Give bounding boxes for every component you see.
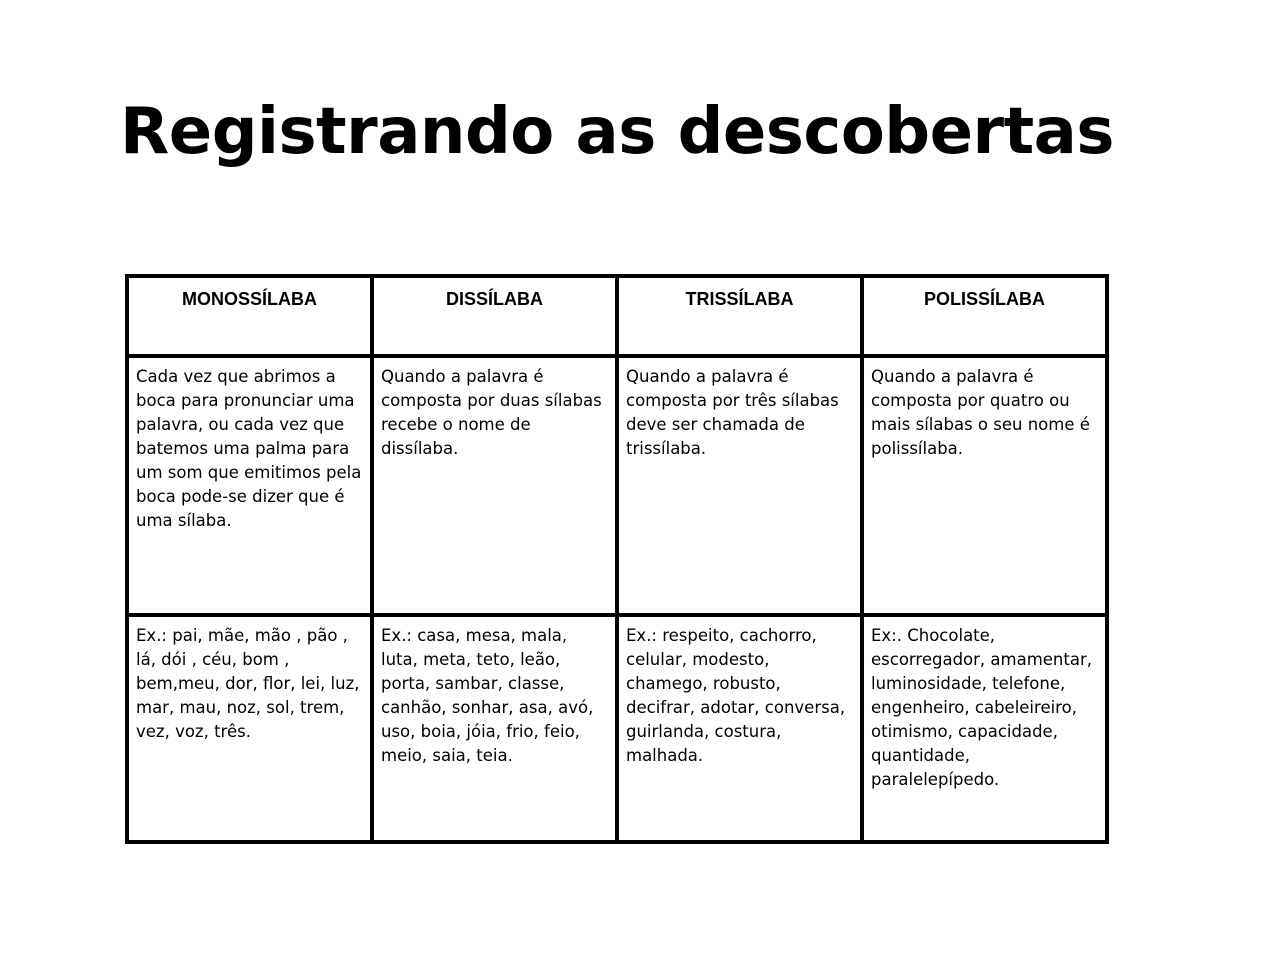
examples-polissilaba: Ex:. Chocolate, escorregador, amamentar, luminosidade, telefone, engenheiro, cabeleireiro, otimismo, capacidade, quantidade, paralelepípedo. — [862, 615, 1107, 842]
table-header-row — [127, 276, 1107, 356]
header-polissilaba: POLISSÍLABA — [862, 276, 1107, 356]
definition-row — [127, 356, 1107, 615]
definition-trissilaba: Quando a palavra é composta por três sílabas deve ser chamada de trissílaba. — [617, 356, 862, 615]
examples-dissilaba: Ex.: casa, mesa, mala, luta, meta, teto, leão, porta, sambar, classe, canhão, sonhar, asa, avó, uso, boia, jóia, frio, feio, meio, saia, teia. — [372, 615, 617, 842]
definition-polissilaba: Quando a palavra é composta por quatro ou mais sílabas o seu nome é polissílaba. — [862, 356, 1107, 615]
header-trissilaba: TRISSÍLABA — [617, 276, 862, 356]
syllable-table — [125, 274, 1109, 844]
examples-row — [127, 615, 1107, 842]
header-monossilaba: MONOSSÍLABA — [127, 276, 372, 356]
definition-monossilaba: Cada vez que abrimos a boca para pronunciar uma palavra, ou cada vez que batemos uma palma para um som que emitimos pela boca pode-se dizer que é uma sílaba. — [127, 356, 372, 615]
examples-trissilaba: Ex.: respeito, cachorro, celular, modesto, chamego, robusto, decifrar, adotar, conversa, guirlanda, costura, malhada. — [617, 615, 862, 842]
definition-dissilaba: Quando a palavra é composta por duas sílabas recebe o nome de dissílaba. — [372, 356, 617, 615]
page-title: Registrando as descobertas — [120, 95, 1114, 169]
examples-monossilaba: Ex.: pai, mãe, mão , pão , lá, dói , céu, bom , bem,meu, dor, flor, lei, luz, mar, mau, noz, sol, trem, vez, voz, três. — [127, 615, 372, 842]
header-dissilaba: DISSÍLABA — [372, 276, 617, 356]
